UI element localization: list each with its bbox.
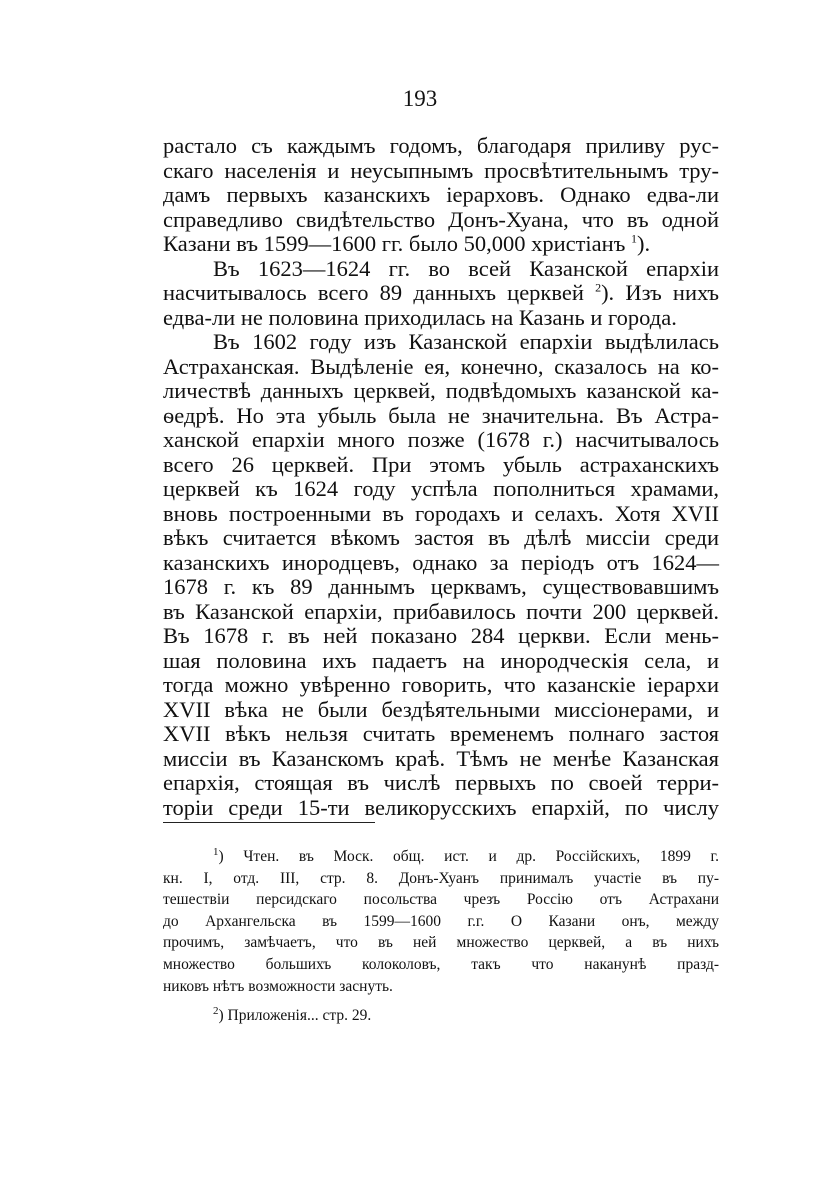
text-line: ханской епархіи много позже (1678 г.) насчитывалось bbox=[163, 427, 719, 452]
text-line: справедливо свидѣтельство Донъ-Хуана, что въ одной bbox=[163, 206, 719, 232]
text-line: растало съ каждымъ годомъ, благодаря приливу рус- bbox=[163, 133, 719, 158]
page-number: 193 bbox=[402, 86, 438, 111]
text-line bbox=[163, 232, 719, 257]
footnote-line bbox=[163, 1005, 719, 1027]
footnote-ref-1: 1 bbox=[630, 231, 637, 246]
footnote-line: тешествіи персидскаго посольства чрезъ Россію отъ Астрахани bbox=[163, 891, 719, 909]
text-line: скаго населенія и неусыпнымъ просвѣтительнымъ тру- bbox=[163, 157, 719, 183]
text-segment: Казани въ 1599—1600 гг. было 50,000 христіанъ bbox=[163, 231, 626, 256]
footnote-line: никовъ нѣтъ возможности заснуть. bbox=[163, 977, 393, 995]
text-line: 1678 г. къ 89 даннымъ церквамъ, существовавшимъ bbox=[163, 574, 719, 599]
text-line: въ Казанской епархіи, прибавилось почти 200 церквей. bbox=[163, 598, 719, 624]
text-line: XVII вѣка не были бездѣятельными миссіонерами, и bbox=[163, 696, 719, 722]
text-segment: ) Приложенія... стр. 29. bbox=[218, 1007, 372, 1025]
text-line: Въ 1602 году изъ Казанской епархіи выдѣлилась bbox=[213, 329, 719, 354]
footnote-line: прочимъ, замѣчаетъ, что въ ней множество церквей, а въ нихъ bbox=[163, 934, 719, 952]
main-text bbox=[163, 134, 719, 820]
footnote-marker-2: 2 bbox=[213, 1005, 219, 1017]
text-line: Въ 1623—1624 гг. во всей Казанской епархіи bbox=[213, 255, 719, 281]
footnote-line bbox=[163, 846, 719, 868]
text-line: личествѣ данныхъ церквей, подвѣдомыхъ казанской ка- bbox=[163, 378, 719, 403]
text-line: церквей къ 1624 году успѣла пополниться храмами, bbox=[163, 476, 719, 501]
text-line: Въ 1678 г. въ ней показано 284 церкви. Если мень- bbox=[163, 623, 719, 648]
footnote-ref-2: 2 bbox=[595, 280, 602, 295]
text-line: вѣкъ считается вѣкомъ застоя въ дѣлѣ миссіи среди bbox=[163, 525, 719, 550]
text-segment: ). Изъ нихъ bbox=[601, 280, 720, 305]
footnote-line: кн. I, отд. III, стр. 8. Донъ-Хуанъ принималъ участіе въ пу- bbox=[163, 869, 719, 887]
text-line: всего 26 церквей. При этомъ убыль астраханскихъ bbox=[163, 451, 719, 477]
text-line: дамъ первыхъ казанскихъ іерарховъ. Однако едва-ли bbox=[163, 182, 719, 207]
text-segment: ) Чтен. въ Моск. общ. ист. и др. Россійскихъ, 1899 г. bbox=[218, 848, 719, 865]
text-line: торіи среди 15-ти великорусскихъ епархій, по числу bbox=[163, 794, 719, 820]
text-line: казанскихъ инородцевъ, однако за періодъ отъ 1624— bbox=[163, 549, 719, 575]
footnote-1 bbox=[163, 846, 719, 997]
footnote-line: до Архангельска въ 1599—1600 г.г. О Казани онъ, между bbox=[163, 912, 719, 930]
text-line bbox=[163, 281, 719, 306]
footnote-2 bbox=[163, 1005, 719, 1027]
footnotes bbox=[163, 846, 719, 1027]
text-segment: ). bbox=[636, 231, 651, 256]
text-line: тогда можно увѣренно говорить, что казанскіе іерархи bbox=[163, 672, 719, 697]
text-line: едва-ли не половина приходилась на Казань и города. bbox=[163, 304, 677, 330]
text-line: вновь построенными въ городахъ и селахъ. Хотя XVII bbox=[163, 500, 719, 526]
text-line: шая половина ихъ падаетъ на инородческія села, и bbox=[163, 647, 719, 673]
footnote-divider bbox=[163, 822, 375, 823]
text-line: Астраханская. Выдѣленіе ея, конечно, сказалось на ко- bbox=[163, 353, 719, 379]
text-segment: насчитывалось всего 89 данныхъ церквей bbox=[163, 280, 584, 305]
text-line: ѳедрѣ. Но эта убыль была не значительна. Въ Астра- bbox=[163, 402, 719, 428]
text-line: епархія, стоящая въ числѣ первыхъ по своей терри- bbox=[163, 770, 719, 795]
text-line: XVII вѣкъ нельзя считать временемъ полнаго застоя bbox=[163, 721, 719, 746]
text-line: миссіи въ Казанскомъ краѣ. Тѣмъ не менѣе Казанская bbox=[163, 745, 719, 771]
footnote-marker-1: 1 bbox=[213, 845, 219, 858]
footnote-line: множество большихъ колоколовъ, такъ что наканунѣ празд- bbox=[163, 955, 719, 973]
